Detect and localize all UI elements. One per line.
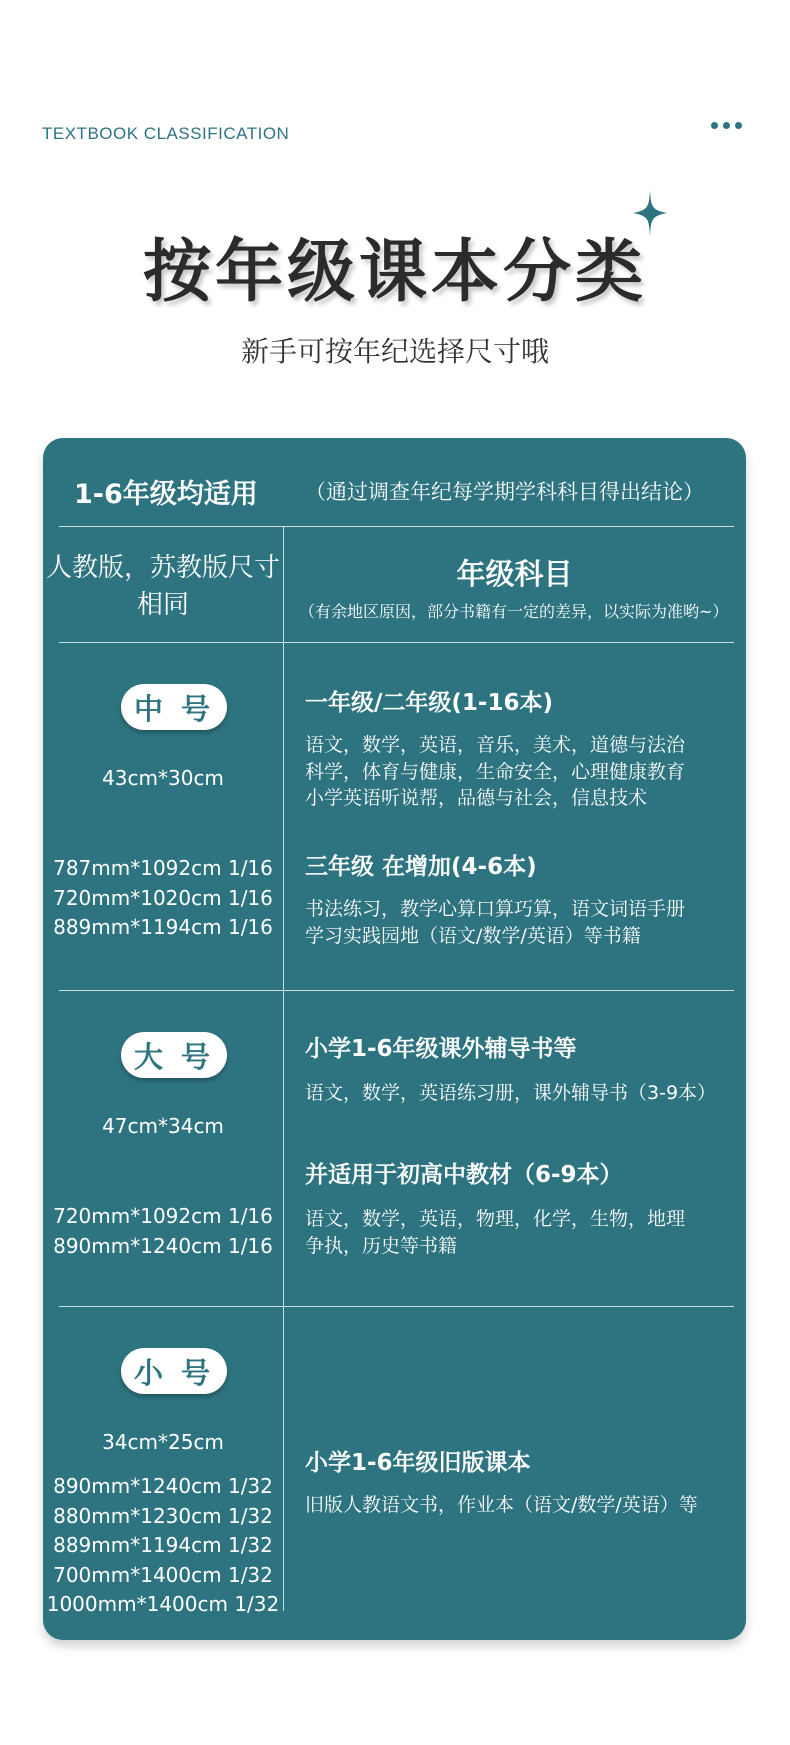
section-text: [305, 896, 735, 949]
section-text: [305, 1080, 735, 1107]
size-badge-large: 大 号: [121, 1032, 227, 1078]
section-line: 学习实践园地（语文/数学/英语）等书籍: [305, 924, 641, 947]
paper-specs: [43, 1472, 283, 1620]
section-line: 科学，体育与健康，生命安全，心理健康教育: [305, 760, 686, 783]
section-title: 三年级 在增加(4-6本): [305, 854, 537, 880]
spec-line: 700mm*1400cm 1/32: [53, 1562, 273, 1587]
divider: [59, 526, 734, 527]
page-subtitle: 新手可按年纪选择尺寸哦: [240, 335, 549, 368]
grade-subjects-title: 年级科目: [456, 557, 573, 591]
spec-line: 720mm*1020cm 1/16: [53, 885, 273, 910]
size-badge-small: 小 号: [121, 1348, 227, 1394]
size-dimension: 47cm*34cm: [102, 1114, 224, 1138]
size-dimension: 34cm*25cm: [102, 1430, 224, 1454]
section-line: 小学英语听说帮，品德与社会，信息技术: [305, 787, 648, 809]
spec-line: 720mm*1092cm 1/16: [53, 1204, 273, 1228]
section-text: [305, 1206, 735, 1259]
spec-line: 1000mm*1400cm 1/32: [46, 1592, 280, 1616]
size-dimension: 43cm*30cm: [102, 766, 224, 790]
section-line: 旧版人教语文书，作业本（语文/数学/英语）等: [305, 1494, 698, 1516]
section-line: 书法练习，教学心算口算巧算，语文词语手册: [305, 898, 686, 920]
spec-line: 889mm*1194cm 1/32: [53, 1533, 273, 1557]
more-dots-icon: [711, 122, 742, 129]
table-head-note: （通过调查年纪每学期学科科目得出结论）: [305, 480, 704, 504]
classification-table: [43, 438, 746, 1640]
column-divider: [283, 526, 284, 1611]
paper-specs: [43, 1202, 283, 1261]
divider: [59, 990, 734, 991]
section-text: [305, 1492, 735, 1519]
spec-line: 889mm*1194cm 1/16: [53, 915, 273, 939]
edition-label: 人教版，苏教版尺寸相同: [45, 553, 280, 620]
spec-line: 880mm*1230cm 1/32: [53, 1503, 273, 1528]
section-title: 小学1-6年级课外辅导书等: [305, 1036, 577, 1062]
grade-subjects-note: （有余地区原因，部分书籍有一定的差异，以实际为准哟~）: [299, 602, 729, 621]
section-line: 语文，数学，英语练习册，课外辅导书（3-9本）: [305, 1082, 717, 1104]
eyebrow-label: TEXTBOOK CLASSIFICATION: [42, 124, 290, 143]
section-title: 并适用于初高中教材（6-9本）: [305, 1162, 623, 1188]
spec-line: 890mm*1240cm 1/16: [53, 1233, 273, 1258]
table-head-title: 1-6年级均适用: [74, 479, 258, 510]
section-text: [305, 732, 735, 812]
section-title: 一年级/二年级(1-16本): [305, 690, 553, 716]
page-title: 按年级课本分类: [142, 233, 647, 312]
spec-line: 890mm*1240cm 1/32: [53, 1474, 273, 1498]
section-line: 争执，历史等书籍: [305, 1234, 458, 1257]
paper-specs: [43, 854, 283, 943]
section-line: 语文，数学，英语，物理，化学，生物，地理: [305, 1208, 686, 1230]
size-badge-medium: 中 号: [121, 684, 227, 730]
divider: [59, 1306, 734, 1307]
divider: [59, 642, 734, 643]
section-title: 小学1-6年级旧版课本: [305, 1450, 531, 1476]
section-line: 语文，数学，英语，音乐，美术，道德与法治: [305, 734, 686, 756]
spec-line: 787mm*1092cm 1/16: [53, 856, 273, 880]
